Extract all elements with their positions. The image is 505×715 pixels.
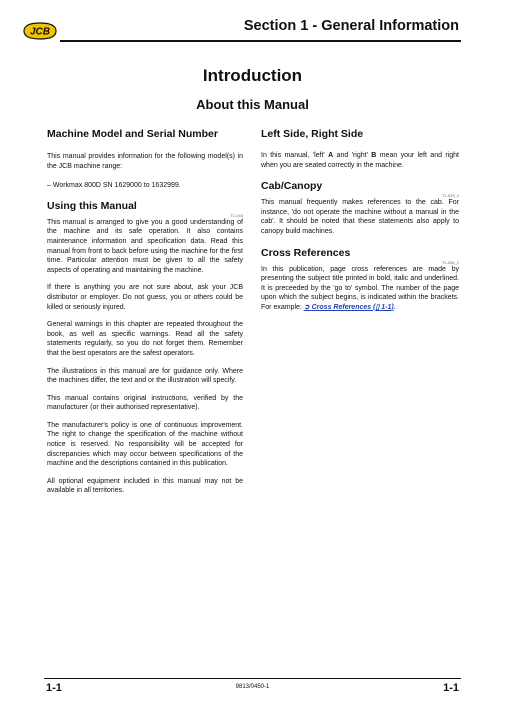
using-paragraph: This manual contains original instructions, verified by the manufacturer (or their authorised representative). [47, 394, 243, 412]
logo-text: JCB [29, 26, 51, 38]
page-icon: ▯ [375, 303, 380, 311]
page-subtitle: About this Manual [196, 97, 309, 112]
page-title: Introduction [202, 66, 303, 85]
machine-model-paragraph: This manual provides information for the following model(s) in the JCB machine range: [47, 153, 243, 170]
machine-model-heading: Machine Model and Serial Number [47, 128, 218, 140]
cab-canopy-paragraph: This manual frequently makes references to the cab. For instance, 'do not operate the machine without a manual in the cab'. It should be noted that these statements also apply to canopy build machines. [261, 199, 459, 235]
left-column [47, 128, 243, 496]
section-title: Section 1 - General Information [243, 18, 459, 34]
jcb-logo [22, 20, 58, 42]
right-column [261, 128, 459, 313]
left-right-paragraph: In this manual, 'left' A and 'right' B mean your left and right when you are seated correctly in the machine. [261, 152, 459, 169]
cross-references-heading: Cross References [261, 246, 351, 259]
header-rule [60, 40, 461, 42]
footer-doc-number: 9813/0450-1 [235, 684, 270, 690]
machine-model-bullet: – Workmax 800D SN 1629000 to 1632999. [47, 182, 181, 190]
cab-canopy-heading: Cab/Canopy [261, 180, 323, 193]
footer-page-number-right: 1-1 [443, 682, 459, 694]
using-paragraph: General warnings in this chapter are repeated throughout the book, as well as specific warnings. Read all the safety statements regularly, so you do not forget them. Remember that the best operators are the safest operators. [47, 321, 243, 357]
using-manual-ref: T1-044 [230, 212, 243, 218]
using-paragraph: If there is anything you are not sure about, ask your JCB distributor or employer. Do not guess, you or others could be killed or seriously injured. [47, 284, 243, 311]
cross-reference-link[interactable]: ➲ Cross References (▯ 1-1) [303, 303, 394, 311]
go-to-arrow-icon: ➲ [303, 303, 310, 311]
using-paragraph: The manufacturer's policy is one of continuous improvement. The right to change the specification of the machine without notice is reserved. No responsibility will be accepted for discrepancies which may occur between specifications of the machine and the descriptions contained in this publication. [47, 421, 243, 468]
footer-rule [44, 678, 461, 679]
using-paragraph: The illustrations in this manual are for guidance only. Where the machines differ, the text and or the illustration will specify. [47, 367, 243, 385]
cab-canopy-ref: T1-033_2 [441, 193, 459, 199]
cross-references-paragraph: In this publication, page cross references are made by presenting the subject title printed in bold, italic and underlined. It is preceeded by the 'go to' symbol. The number of the page upon which the subject begins, is indicated within the brackets. For example: ➲ Cross References (▯ 1-1). [261, 265, 459, 311]
cross-references-ref: T1-036_2 [441, 259, 459, 265]
using-paragraph: All optional equipment included in this manual may not be available in all territories. [47, 477, 243, 495]
left-right-heading: Left Side, Right Side [261, 128, 364, 140]
using-paragraph: This manual is arranged to give you a good understanding of the machine and its safe operation. It also contains maintenance information and specification data. Read this manual from front to back before using the machine for the first time. Particular attention must be given to all the safety aspects of operating and maintaining the machine. [47, 218, 243, 274]
footer-page-number-left: 1-1 [46, 682, 62, 694]
using-manual-heading: Using this Manual [47, 199, 137, 212]
